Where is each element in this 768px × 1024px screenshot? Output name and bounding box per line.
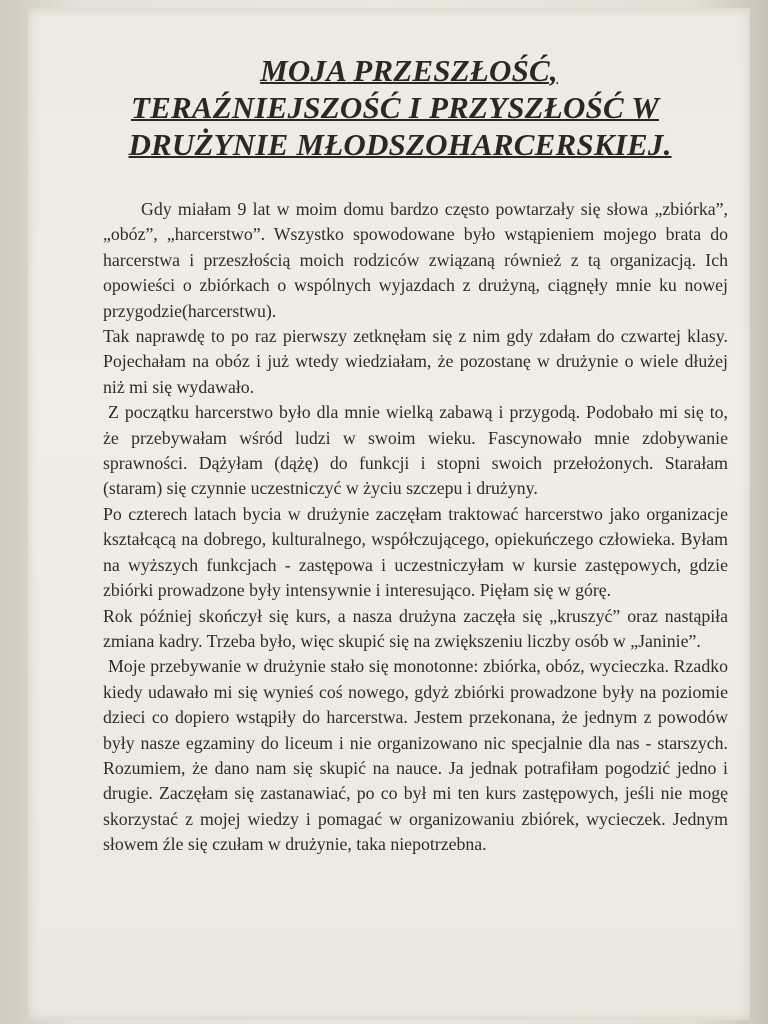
- title-line-3: DRUŻYNIE MŁODSZOHARCERSKIEJ.: [128, 127, 672, 162]
- paragraph-1: Gdy miałam 9 lat w moim domu bardzo często powtarzały się słowa „zbiórka”, „obóz”, „harcerstwo”. Wszystko spowodowane było wstąpieniem mojego brata do harcerstwa i przeszłością moich rodziców związaną również z tą organizacją. Ich opowieści o zbiórkach o wspólnych wyjazdach z drużyną, ciągnęły mnie ku nowej przygodzie(harcerstwu).: [103, 199, 728, 321]
- paragraph-6: Moje przebywanie w drużynie stało się monotonne: zbiórka, obóz, wycieczka. Rzadko kiedy udawało mi się wynieś coś nowego, gdyż zbiórki prowadzone były na poziomie dzieci co dopiero wstąpiły do harcerstwa. Jestem przekonana, że jednym z powodów były nasze egzaminy do liceum i nie organizowano nic specjalnie dla nas - starszych. Rozumiem, że dano nam się skupić na nauce. Ja jednak potrafiłam pogodzić jedno i drugie. Zaczęłam się zastanawiać, po co był mi ten kurs zastępowych, jeśli nie mogę skorzystać z mojej wiedzy i pomagać w organizowaniu zbiórek, wycieczek. Jednym słowem źle się czułam w drużynie, taka niepotrzebna.: [103, 656, 728, 855]
- title-line-2: TERAŹNIEJSZOŚĆ I PRZYSZŁOŚĆ W: [130, 90, 660, 125]
- paragraph-4: Po czterech latach bycia w drużynie zaczęłam traktować harcerstwo jako organizacje kształcącą na dobrego, kulturalnego, współczującego, opiekuńczego człowieka. Byłam na wyższych funkcjach - zastępowa i uczestniczyłam w kursie zastępowych, gdzie zbiórki prowadzone były intensywnie i interesująco. Pięłam się w górę.: [103, 503, 728, 601]
- title-line-1: MOJA PRZESZŁOŚĆ,: [260, 53, 558, 88]
- paragraph-2: Tak naprawdę to po raz pierwszy zetknęłam się z nim gdy zdałam do czwartej klasy. Pojechałam na obóz i już wtedy wiedziałam, że pozostanę w drużynie o wiele dłużej niż mi się wydawało.: [103, 326, 728, 397]
- paragraph-3: Z początku harcerstwo było dla mnie wielką zabawą i przygodą. Podobało mi się to, że przebywałam wśród ludzi w swoim wieku. Fascynowało mnie zdobywanie sprawności. Dążyłam (dążę) do funkcji i stopni swoich przełożonych. Starałam (staram) się czynnie uczestniczyć w życiu szczepu i drużyny.: [103, 402, 728, 499]
- document-body: [103, 197, 728, 858]
- paragraph-5: Rok później skończył się kurs, a nasza drużyna zaczęła się „kruszyć” oraz nastąpiła zmiana kadry. Trzeba było, więc skupić się na zwiększeniu liczby osób w „Janinie”.: [103, 605, 728, 651]
- document-title: [28, 52, 750, 163]
